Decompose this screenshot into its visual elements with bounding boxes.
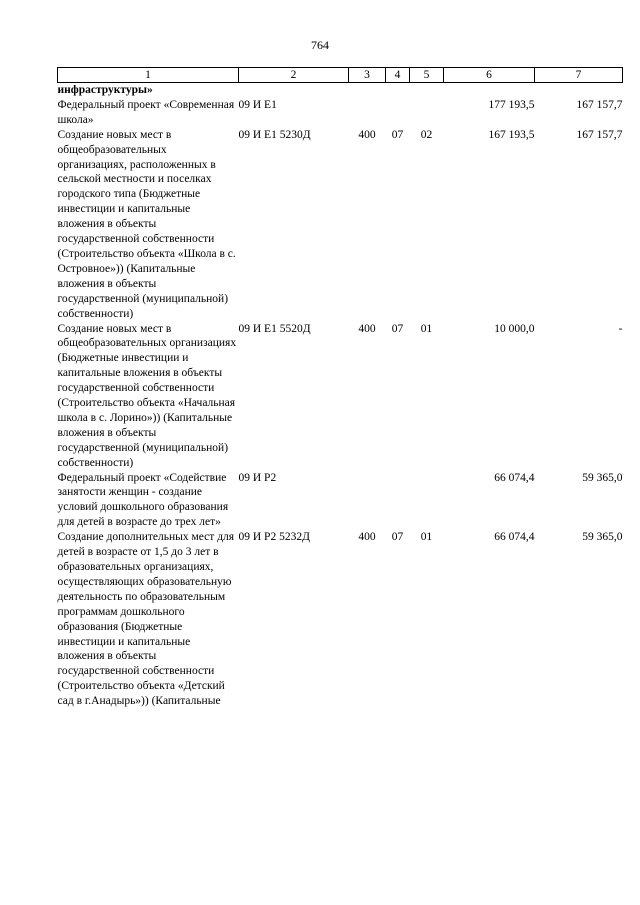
row-col6: 167 193,5 — [488, 128, 535, 141]
row-col4: 07 — [391, 322, 404, 335]
row-col5: 01 — [420, 531, 433, 544]
row-col5 — [410, 98, 444, 128]
table-row — [58, 128, 623, 322]
row-col7: - — [618, 322, 623, 335]
column-header-2: 2 — [239, 68, 349, 83]
row-col6: 10 000,0 — [494, 322, 535, 335]
row-name: Создание новых мест в общеобразовательных организациях (Бюджетные инвестиции и капитальные вложения в объекты государственной собственности (Строительство объекта «Начальная школа в с. Лорино»)) (Капитальные вложения в объекты государственной (муниципальной) собственности) — [57, 322, 237, 469]
table-row — [58, 322, 623, 471]
row-name: Федеральный проект «Содействие занятости женщин - создание условий дошкольного образования для детей в возрасте до трех лет» — [57, 471, 229, 529]
column-header-1: 1 — [58, 68, 239, 83]
table-row — [58, 530, 623, 709]
row-code: 09 И P2 5232Д — [238, 531, 310, 544]
row-name: Создание дополнительных мест для детей в возрасте от 1,5 до 3 лет в образовательных организациях, осуществляющих образовательную деятельность по образовательным программам дошкольного образования (Бюджетные инвестиции и капитальные вложения в объекты государственной собственности (Строительство объекта «Детский сад в г.Анадырь»)) (Капитальные — [57, 531, 235, 708]
continuation-row — [58, 83, 623, 98]
row-col5: 02 — [420, 128, 433, 141]
row-col3 — [349, 98, 386, 128]
row-col7: 167 157,7 — [576, 98, 623, 111]
row-col7: 59 365,0 — [582, 531, 623, 544]
row-col6: 177 193,5 — [488, 98, 535, 111]
row-name: Федеральный проект «Современная школа» — [57, 98, 235, 126]
row-col3: 400 — [358, 531, 376, 544]
row-col5 — [410, 471, 444, 531]
row-col6: 66 074,4 — [494, 531, 535, 544]
row-col3: 400 — [358, 128, 376, 141]
row-col4: 07 — [391, 531, 404, 544]
row-code: 09 И E1 — [238, 98, 277, 111]
row-col6: 66 074,4 — [494, 471, 535, 484]
row-code: 09 И E1 5230Д — [238, 128, 311, 141]
row-col4: 07 — [391, 128, 404, 141]
budget-table — [57, 67, 623, 709]
column-header-7: 7 — [535, 68, 623, 83]
table-row — [58, 98, 623, 128]
continuation-text: инфраструктуры» — [57, 84, 153, 96]
row-col4 — [386, 471, 410, 531]
column-header-6: 6 — [444, 68, 535, 83]
column-header-4: 4 — [386, 68, 410, 83]
row-code: 09 И P2 — [238, 471, 277, 484]
table-header — [58, 68, 623, 83]
column-header-3: 3 — [349, 68, 386, 83]
row-col5: 01 — [420, 322, 433, 335]
row-col4 — [386, 98, 410, 128]
row-code: 09 И E1 5520Д — [238, 322, 311, 335]
table-row — [58, 471, 623, 531]
row-col3 — [349, 471, 386, 531]
row-col7: 59 365,0 — [582, 471, 623, 484]
row-col3: 400 — [358, 322, 376, 335]
row-name: Создание новых мест в общеобразовательных организациях, расположенных в сельской местности и поселках городского типа (Бюджетные инвестиции и капитальные вложения в объекты государственной собственности (Строительство объекта «Школа в с. Островное»)) (Капитальные вложения в объекты государственной (муниципальной) собственности) — [57, 128, 236, 320]
column-header-5: 5 — [410, 68, 444, 83]
page-number: 764 — [311, 38, 329, 52]
row-col7: 167 157,7 — [576, 128, 623, 141]
